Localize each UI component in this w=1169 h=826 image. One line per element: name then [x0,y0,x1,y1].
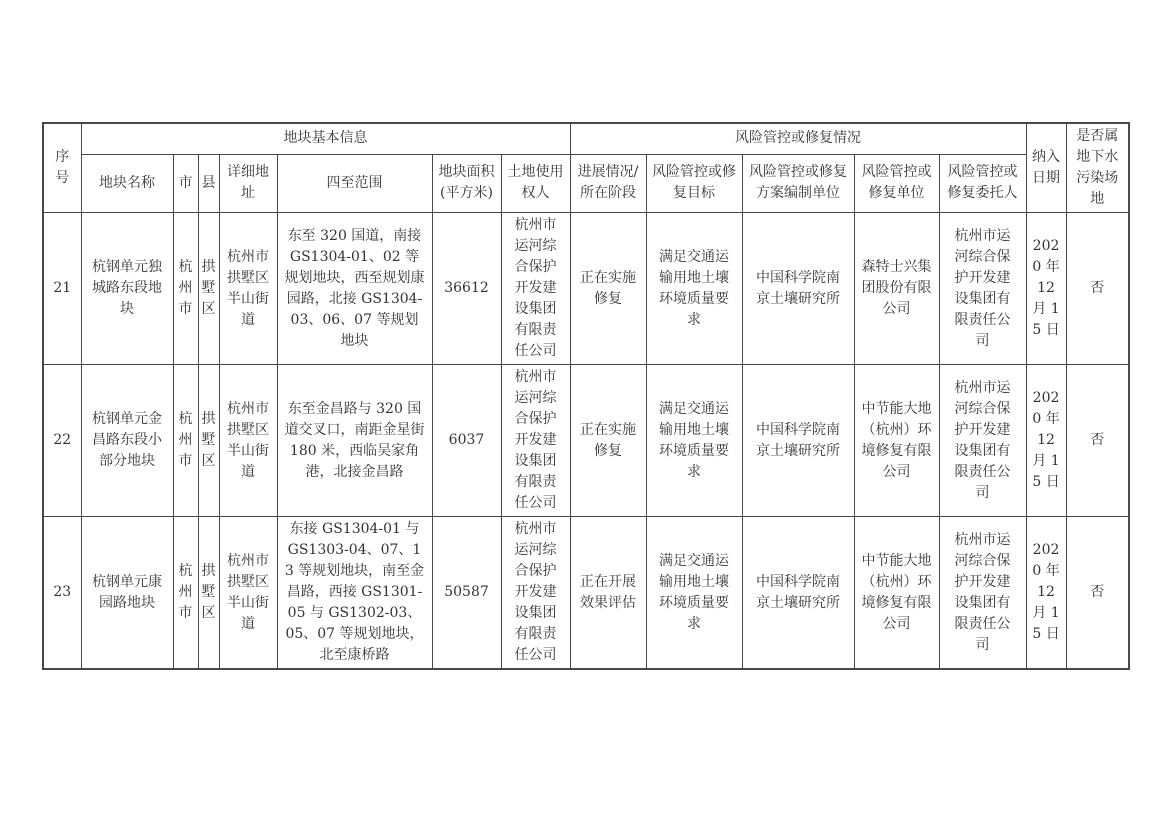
cell-land-user: 杭州市运河综合保护开发建设集团有限责任公司 [501,517,570,670]
table-header [43,123,1129,213]
table-body [43,213,1129,670]
cell-plan-unit: 中国科学院南京土壤研究所 [742,365,854,517]
header-seq: 序号 [43,123,81,213]
cell-plan-unit: 中国科学院南京土壤研究所 [742,213,854,365]
cell-seq: 22 [43,365,81,517]
header-repair-unit: 风险管控或修复单位 [854,154,939,213]
header-repair-principal: 风险管控或修复委托人 [939,154,1026,213]
header-city: 市 [173,154,198,213]
cell-city: 杭州市 [173,517,198,670]
header-group-risk-control: 风险管控或修复情况 [570,123,1026,154]
cell-progress: 正在开展效果评估 [570,517,646,670]
table-row-21 [43,213,1129,365]
header-plan-unit: 风险管控或修复方案编制单位 [742,154,854,213]
cell-date: 2020 年 12 月 15 日 [1026,365,1066,517]
header-land-user: 土地使用权人 [501,154,570,213]
header-boundary: 四至范围 [277,154,432,213]
cell-repair-unit: 森特士兴集团股份有限公司 [854,213,939,365]
header-parcel-name: 地块名称 [81,154,173,213]
land-parcel-table [42,122,1130,670]
header-group-row [43,123,1129,154]
cell-date: 2020 年 12 月 15 日 [1026,517,1066,670]
cell-address: 杭州市拱墅区半山街道 [219,365,277,517]
cell-date: 2020 年 12 月 15 日 [1026,213,1066,365]
cell-principal: 杭州市运河综合保护开发建设集团有限责任公司 [939,365,1026,517]
header-groundwater-site: 是否属地下水污染场地 [1066,123,1129,213]
header-group-basic-info: 地块基本信息 [81,123,570,154]
cell-land-user: 杭州市运河综合保护开发建设集团有限责任公司 [501,213,570,365]
cell-repair-unit: 中节能大地（杭州）环境修复有限公司 [854,517,939,670]
cell-land-user: 杭州市运河综合保护开发建设集团有限责任公司 [501,365,570,517]
cell-city: 杭州市 [173,213,198,365]
cell-city: 杭州市 [173,365,198,517]
table-row-22 [43,365,1129,517]
cell-boundary: 东至金昌路与 320 国道交叉口，南距金星街 180 米，西临吴家角港，北接金昌路 [277,365,432,517]
cell-county: 拱墅区 [198,517,219,670]
cell-boundary: 东接 GS1304-01 与 GS1303-04、07、13 等规划地块，南至金昌路，西接 GS1301-05 与 GS1302-03、05、07 等规划地块，北至康桥路 [277,517,432,670]
cell-area: 6037 [432,365,501,517]
cell-progress: 正在实施修复 [570,213,646,365]
cell-plan-unit: 中国科学院南京土壤研究所 [742,517,854,670]
header-inclusion-date: 纳入日期 [1026,123,1066,213]
cell-groundwater: 否 [1066,517,1129,670]
cell-repair-unit: 中节能大地（杭州）环境修复有限公司 [854,365,939,517]
cell-address: 杭州市拱墅区半山街道 [219,517,277,670]
cell-parcel-name: 杭钢单元独城路东段地块 [81,213,173,365]
cell-target: 满足交通运输用地土壤环境质量要求 [646,517,742,670]
cell-progress: 正在实施修复 [570,365,646,517]
cell-target: 满足交通运输用地土壤环境质量要求 [646,365,742,517]
cell-county: 拱墅区 [198,365,219,517]
cell-county: 拱墅区 [198,213,219,365]
cell-parcel-name: 杭钢单元金昌路东段小部分地块 [81,365,173,517]
header-columns-row [43,154,1129,213]
cell-boundary: 东至 320 国道，南接 GS1304-01、02 等规划地块，西至规划康园路，北接 GS1304-03、06、07 等规划地块 [277,213,432,365]
cell-target: 满足交通运输用地土壤环境质量要求 [646,213,742,365]
cell-seq: 23 [43,517,81,670]
header-address: 详细地址 [219,154,277,213]
cell-principal: 杭州市运河综合保护开发建设集团有限责任公司 [939,213,1026,365]
header-repair-target: 风险管控或修复目标 [646,154,742,213]
header-county: 县 [198,154,219,213]
cell-groundwater: 否 [1066,365,1129,517]
cell-area: 36612 [432,213,501,365]
header-progress-stage: 进展情况/所在阶段 [570,154,646,213]
cell-seq: 21 [43,213,81,365]
cell-parcel-name: 杭钢单元康园路地块 [81,517,173,670]
table-row-23 [43,517,1129,670]
cell-area: 50587 [432,517,501,670]
cell-address: 杭州市拱墅区半山街道 [219,213,277,365]
cell-groundwater: 否 [1066,213,1129,365]
header-area: 地块面积(平方米) [432,154,501,213]
cell-principal: 杭州市运河综合保护开发建设集团有限责任公司 [939,517,1026,670]
